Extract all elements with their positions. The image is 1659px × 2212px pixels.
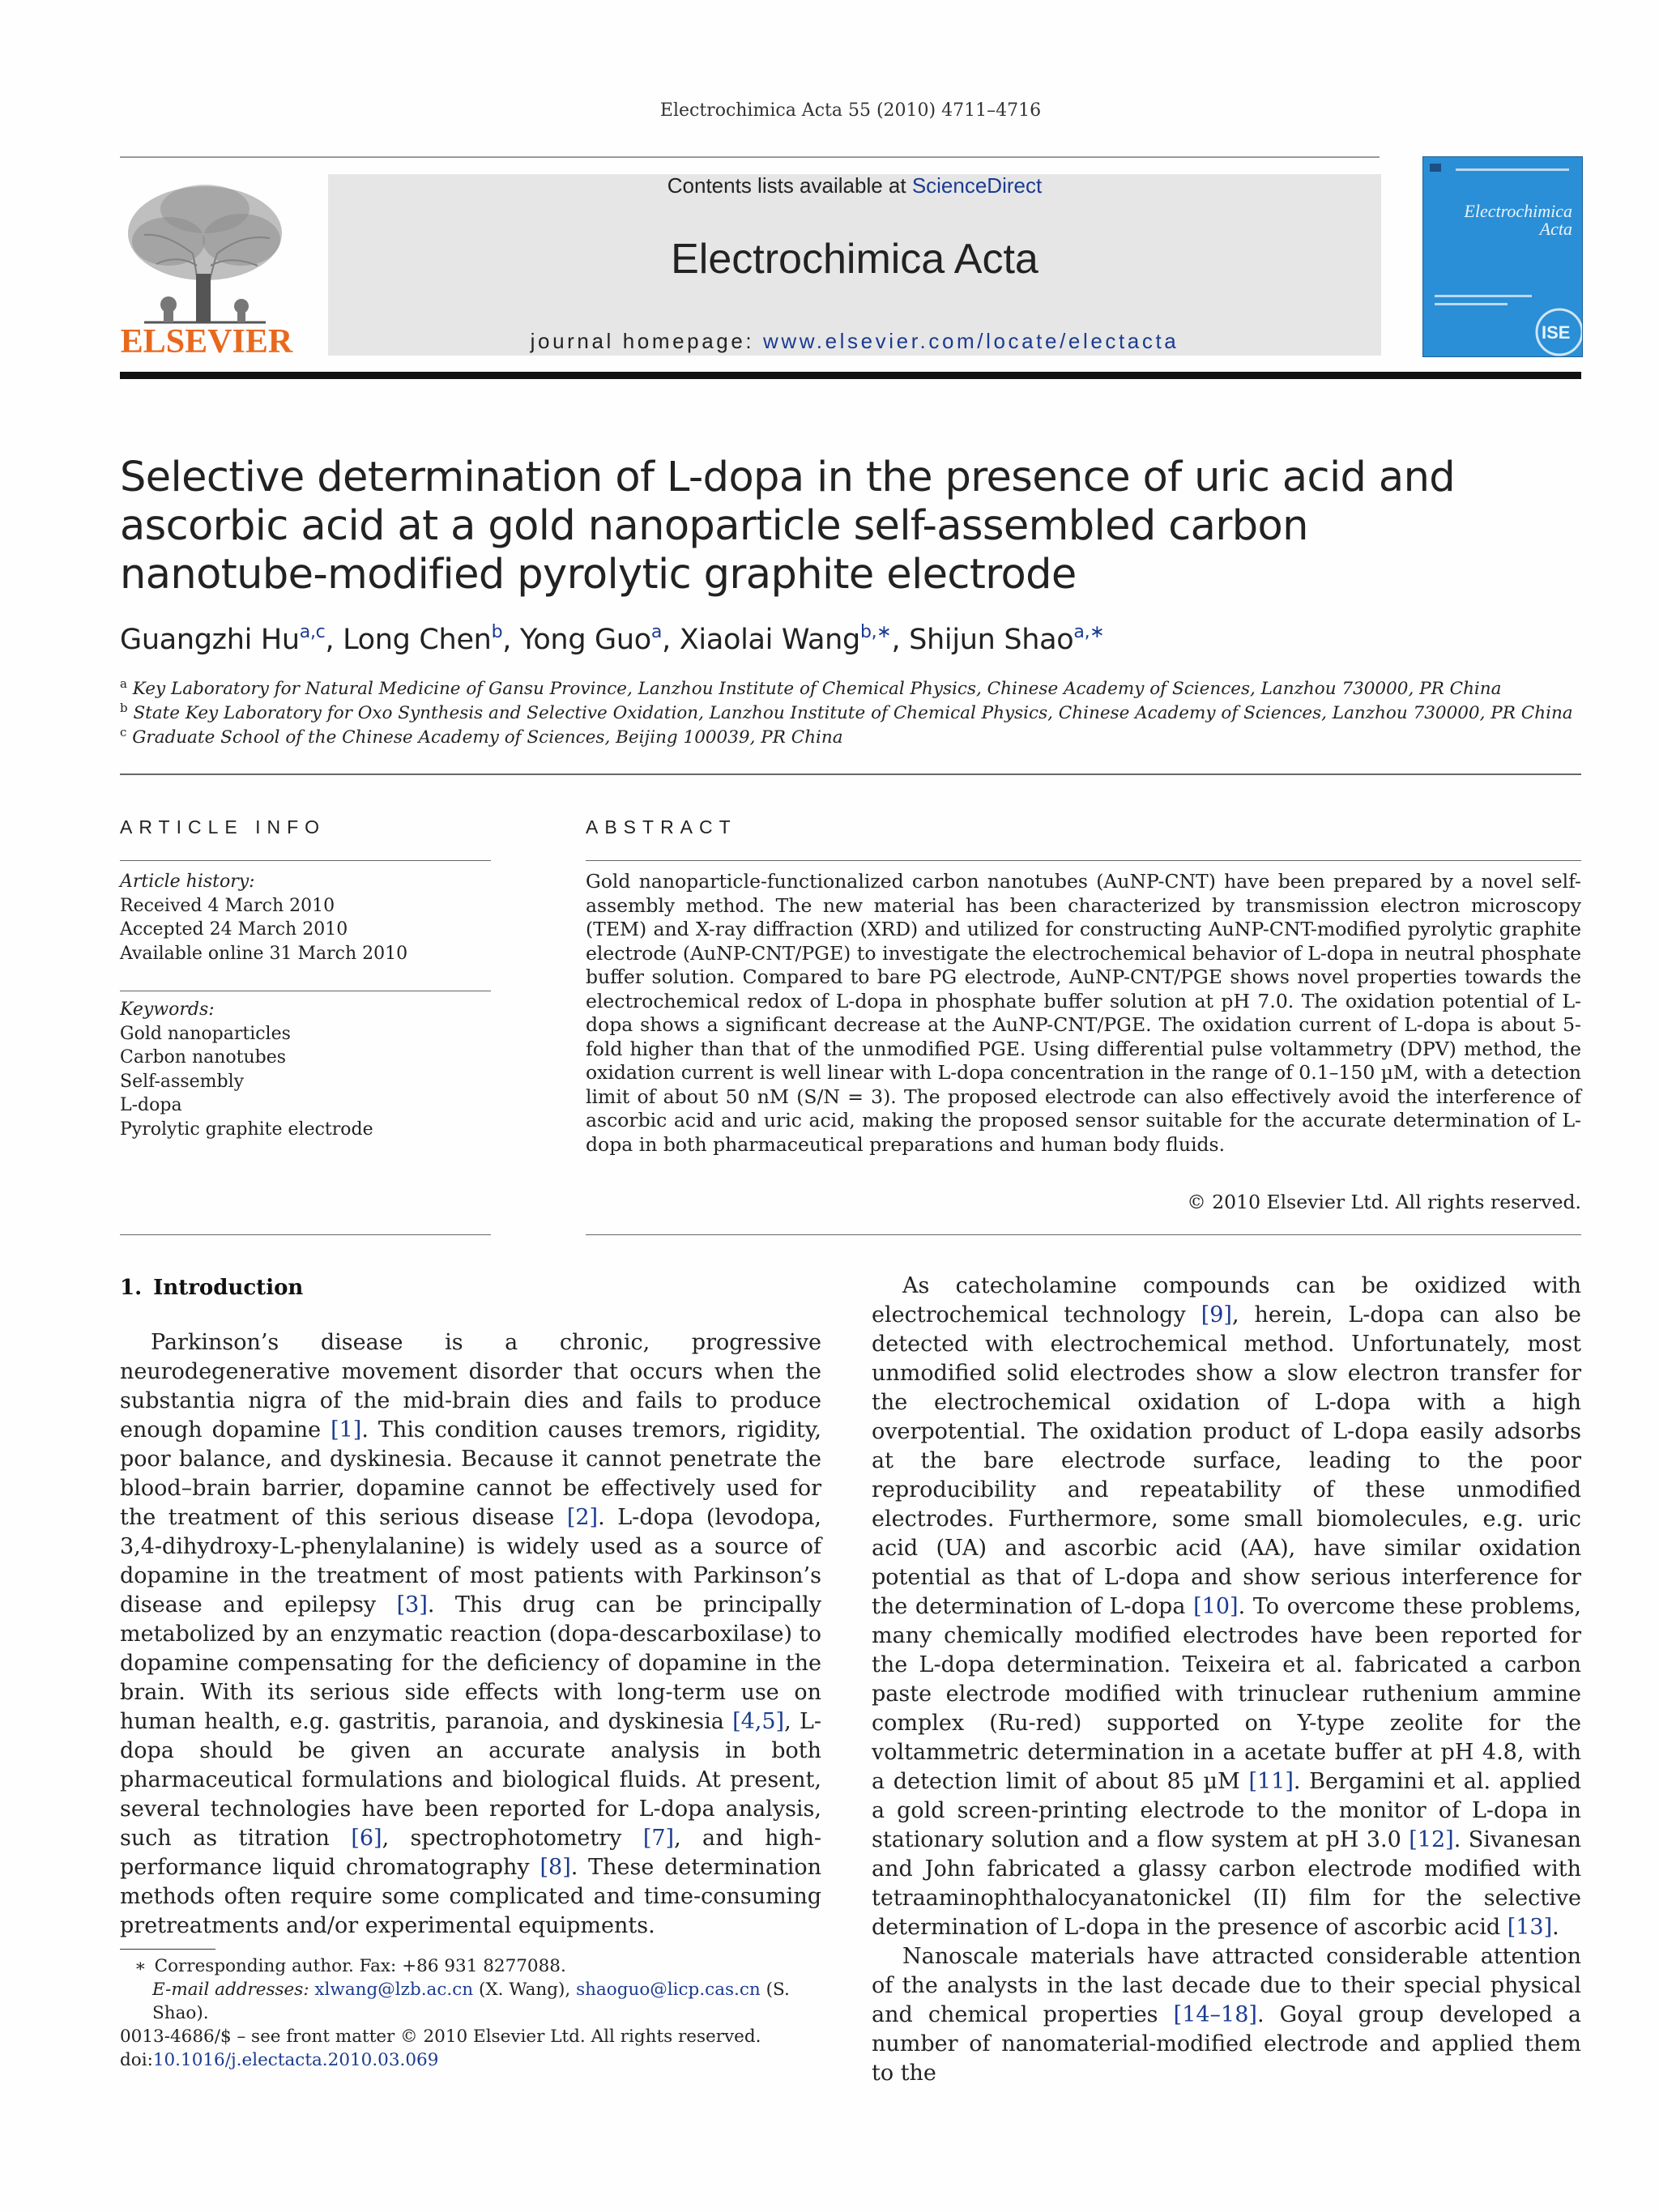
abstract-text: Gold nanoparticle-functionalized carbon nanotubes (AuNP-CNT) have been prepared by a novel self-assembly method. The new material has been characterized by transmission electron microscopy (TEM) and X-ray diffraction (XRD) and utilized for constructing AuNP-CNT-modified pyrolytic graphite electrode (AuNP-CNT/PGE) to investigate the electrochemical behavior of L-dopa in neutral phosphate buffer solution. Compared to bare PG electrode, AuNP-CNT/PGE shows novel properties towards the electrochemical redox of L-dopa in phosphate buffer solution at pH 7.0. The oxidation potential of L-dopa shows a significant decrease at the AuNP-CNT/PGE. The oxidation current of L-dopa is about 5-fold higher than that of the unmodified PGE. Using differential pulse voltammetry (DPV) method, the oxidation current is well linear with L-dopa concentration in the range of 0.1–150 µM, with a detection limit of about 50 nM (S/N = 3). The proposed electrode can also effectively avoid the interference of ascorbic acid and uric acid, making the proposed sensor suitable for the accurate determination of L-dopa in both pharmaceutical preparations and human body fluids. (586, 870, 1581, 1156)
citation-link[interactable]: [2] (566, 1505, 599, 1530)
header-divider (120, 156, 1380, 158)
text-run: , L-dopa should be given an accurate analysis in both pharmaceutical formulations and biological fluids. At present, several technologies have been reported for L-dopa analysis, such as titration (120, 1709, 821, 1851)
issn-line: 0013-4686/$ – see front matter © 2010 Elsevier Ltd. All rights reserved. (120, 2027, 761, 2047)
text-run: . To overcome these problems, many chemically modified electrodes have been reported for the L-dopa determination. Teixeira et al. fabricated a carbon paste electrode modified with trinuclear ruthenium ammine complex (Ru-red) supported on Y-type zeolite for the voltammetric determination in a acetate buffer at pH 4.8, with a detection limit of about 85 µM (872, 1594, 1581, 1794)
text-run: . L-dopa (levodopa, 3,4-dihydroxy-L-phenylalanine) is widely used as a source of dopamine in the treatment of most patients with Parkinson’s disease and epilepsy (120, 1505, 821, 1617)
author-name: Long Chen (343, 624, 492, 656)
section-title: Introduction (153, 1276, 304, 1300)
text-run: . This condition causes tremors, rigidity, poor balance, and dyskinesia. Because it cannot penetrate the blood–brain barrier, dopamine cannot be effectively used for the treatment of this serious disease (120, 1417, 821, 1530)
email-owner: (S. Shao). (152, 1980, 790, 2023)
body-paragraph (872, 1942, 1581, 2088)
sciencedirect-link[interactable]: ScienceDirect (911, 173, 1043, 198)
received-date: Received 4 March 2010 (120, 895, 335, 916)
section-heading (120, 1276, 303, 1300)
accepted-date: Accepted 24 March 2010 (120, 919, 348, 940)
body-paragraph (120, 1328, 821, 1941)
text-run: . Goyal group developed a number of nanomaterial-modified electrode and applied them to the (872, 2002, 1581, 2086)
affiliation-mark: b (120, 701, 128, 715)
journal-cover-thumbnail[interactable] (1422, 156, 1583, 357)
email-link[interactable]: shaoguo@licp.cas.cn (576, 1980, 761, 2000)
journal-homepage-link[interactable]: www.elsevier.com/locate/electacta (763, 329, 1179, 353)
journal-name: Electrochimica Acta (671, 236, 1038, 283)
citation-link[interactable]: [9] (1201, 1302, 1232, 1328)
divider (120, 774, 1581, 775)
journal-homepage-line (328, 329, 1381, 354)
doi-link[interactable]: 10.1016/j.electacta.2010.03.069 (152, 2050, 439, 2070)
affiliation-item (120, 701, 1578, 726)
online-date: Available online 31 March 2010 (120, 943, 408, 964)
email-link[interactable]: xlwang@lzb.ac.cn (314, 1980, 474, 2000)
citation-link[interactable]: [4,5] (732, 1709, 785, 1734)
cover-title-line1: Electrochimica (1464, 201, 1572, 221)
author-name: Yong Guo (519, 624, 651, 656)
author-affiliation-mark[interactable]: a,c (299, 622, 326, 642)
affiliation-item (120, 726, 1578, 750)
article-history (120, 870, 484, 965)
front-matter (120, 2025, 833, 2072)
citation-link[interactable]: [13] (1507, 1915, 1553, 1940)
homepage-prefix: journal homepage: (530, 329, 764, 353)
text-run: As catecholamine compounds can be oxidized with electrochemical technology (872, 1273, 1581, 1328)
divider (586, 1234, 1581, 1235)
divider (120, 1234, 491, 1235)
body-paragraph (872, 1272, 1581, 1942)
divider (586, 860, 1581, 861)
history-label: Article history: (120, 872, 255, 892)
affiliation-item (120, 677, 1578, 701)
text-run: . Sivanesan and John fabricated a glassy carbon electrode modified with tetraaminophthalocyanatonickel (II) film for the selective determination of L-dopa in the presence of ascorbic acid (872, 1827, 1581, 1940)
keywords-label: Keywords: (120, 999, 215, 1020)
author-list: Guangzhi Hu$^{a,c}$, Long Chen$^b$, Yong Guo$^a$, Xiaolai Wang$^{b,∗}$, Shijun Shao$^{a,∗}$ (120, 622, 1105, 656)
text-run: , and high-performance liquid chromatography (120, 1826, 821, 1880)
citation-link[interactable]: [8] (539, 1855, 571, 1880)
affiliations (120, 677, 1578, 750)
article-info-heading: ARTICLE INFO (120, 816, 326, 837)
article-title: Selective determination of L-dopa in the presence of uric acid and ascorbic acid at a gold nanoparticle self-assembled carbon nanotube-modified pyrolytic graphite electrode (120, 454, 1456, 599)
text-run: , herein, L-dopa can also be detected with electrochemical method. Unfortunately, most unmodified solid electrodes show a slow electron transfer for the electrochemical oxidation of L-dopa with a high overpotential. The oxidation product of L-dopa easily adsorbs at the bare electrode surface, leading to the poor reproducibility and repeatability of these unmodified electrodes. Furthermore, some small biomolecules, e.g. uric acid (UA) and ascorbic acid (AA), have similar oxidation potential as that of L-dopa and show serious interference for the determination of L-dopa (872, 1302, 1581, 1619)
contents-line (328, 173, 1381, 198)
footnote-star: ∗ (134, 1956, 147, 1976)
text-run: . This drug can be principally metabolized by an enzymatic reaction (dopa-descarboxilase) to dopamine compensating for the deficiency of dopamine in the brain. With its serious side effects with long-term use on human health, e.g. gastritis, paranoia, and dyskinesia (120, 1592, 822, 1734)
text-run: . Bergamini et al. applied a gold screen-printing electrode to the monitor of L-dopa in stationary solution and a flow system at pH 3.0 (872, 1769, 1581, 1852)
body-column-left (120, 1328, 821, 1941)
citation-link[interactable]: [12] (1409, 1827, 1454, 1852)
citation-link[interactable]: [1] (331, 1417, 362, 1443)
contents-prefix: Contents lists available at (667, 173, 912, 198)
divider (120, 860, 491, 861)
keywords-block (120, 998, 484, 1141)
body-column-right (872, 1272, 1581, 2088)
affiliation-text: Graduate School of the Chinese Academy of Sciences, Beijing 100039, PR China (132, 727, 843, 748)
citation-link[interactable]: [10] (1193, 1594, 1239, 1619)
keyword-item: Carbon nanotubes (120, 1047, 287, 1068)
affiliation-mark: a (120, 676, 127, 691)
doi-line (120, 2048, 833, 2072)
keyword-item: Pyrolytic graphite electrode (120, 1119, 373, 1140)
keyword-item: L-dopa (120, 1095, 182, 1115)
text-run: . These determination methods often require some complicated and time-consuming pretreatments and/or experimental equipments. (120, 1855, 821, 1938)
cover-ise-badge: ISE (1542, 322, 1571, 343)
keyword-item: Gold nanoparticles (120, 1023, 291, 1044)
email-addresses (120, 1978, 833, 2025)
author-name: Xiaolai Wang (679, 624, 860, 656)
author-affiliation-mark[interactable]: b,∗ (859, 622, 892, 642)
text-run: Nanoscale materials have attracted considerable attention of the analysts in the last decade due to their special physical and chemical properties (872, 1944, 1581, 2027)
affiliation-text: State Key Laboratory for Oxo Synthesis and Selective Oxidation, Lanzhou Institute of Chemical Physics, Chinese Academy of Sciences, Lanzhou 730000, PR China (133, 703, 1573, 723)
text-run: . (1552, 1915, 1559, 1940)
author-name: Shijun Shao (909, 624, 1074, 656)
citation-link[interactable]: [3] (396, 1592, 428, 1617)
abstract-copyright: © 2010 Elsevier Ltd. All rights reserved. (1187, 1191, 1581, 1213)
author-affiliation-mark[interactable]: a,∗ (1073, 622, 1105, 642)
text-run: Parkinson’s disease is a chronic, progressive neurodegenerative movement disorder that occurs when the substantia nigra of the mid-brain dies and fails to produce enough dopamine (120, 1330, 821, 1443)
footnotes (120, 1954, 833, 2025)
author-affiliation-mark[interactable]: a (650, 622, 663, 642)
elsevier-wordmark: ELSEVIER (120, 323, 293, 360)
affiliation-mark: c (120, 725, 127, 739)
citation-link[interactable]: [6] (351, 1826, 382, 1851)
corresponding-author-note (120, 1954, 833, 1978)
email-label: E-mail addresses: (152, 1980, 309, 2000)
text-run: , spectrophotometry (382, 1826, 643, 1851)
citation-link[interactable]: [11] (1248, 1769, 1294, 1794)
running-head: Electrochimica Acta 55 (2010) 4711–4716 (659, 100, 1042, 121)
footnote-divider (120, 1949, 215, 1950)
abstract-heading: ABSTRACT (586, 816, 737, 837)
section-number: 1. (120, 1276, 143, 1300)
author-name: Guangzhi Hu (120, 624, 300, 656)
keyword-item: Self-assembly (120, 1071, 245, 1092)
citation-link[interactable]: [14–18] (1173, 2002, 1257, 2027)
corresponding-text: Corresponding author. Fax: +86 931 8277088. (154, 1956, 566, 1976)
email-owner: (X. Wang), (473, 1980, 577, 2000)
doi-prefix: doi: (120, 2050, 153, 2070)
cover-title-line2: Acta (1539, 219, 1572, 239)
cover-title (1423, 202, 1572, 238)
affiliation-text: Key Laboratory for Natural Medicine of Gansu Province, Lanzhou Institute of Chemical Physics, Chinese Academy of Sciences, Lanzhou 730000, PR China (132, 679, 1502, 699)
citation-link[interactable]: [7] (642, 1826, 675, 1851)
header-thick-rule (120, 372, 1581, 379)
author-affiliation-mark[interactable]: b (491, 622, 503, 642)
